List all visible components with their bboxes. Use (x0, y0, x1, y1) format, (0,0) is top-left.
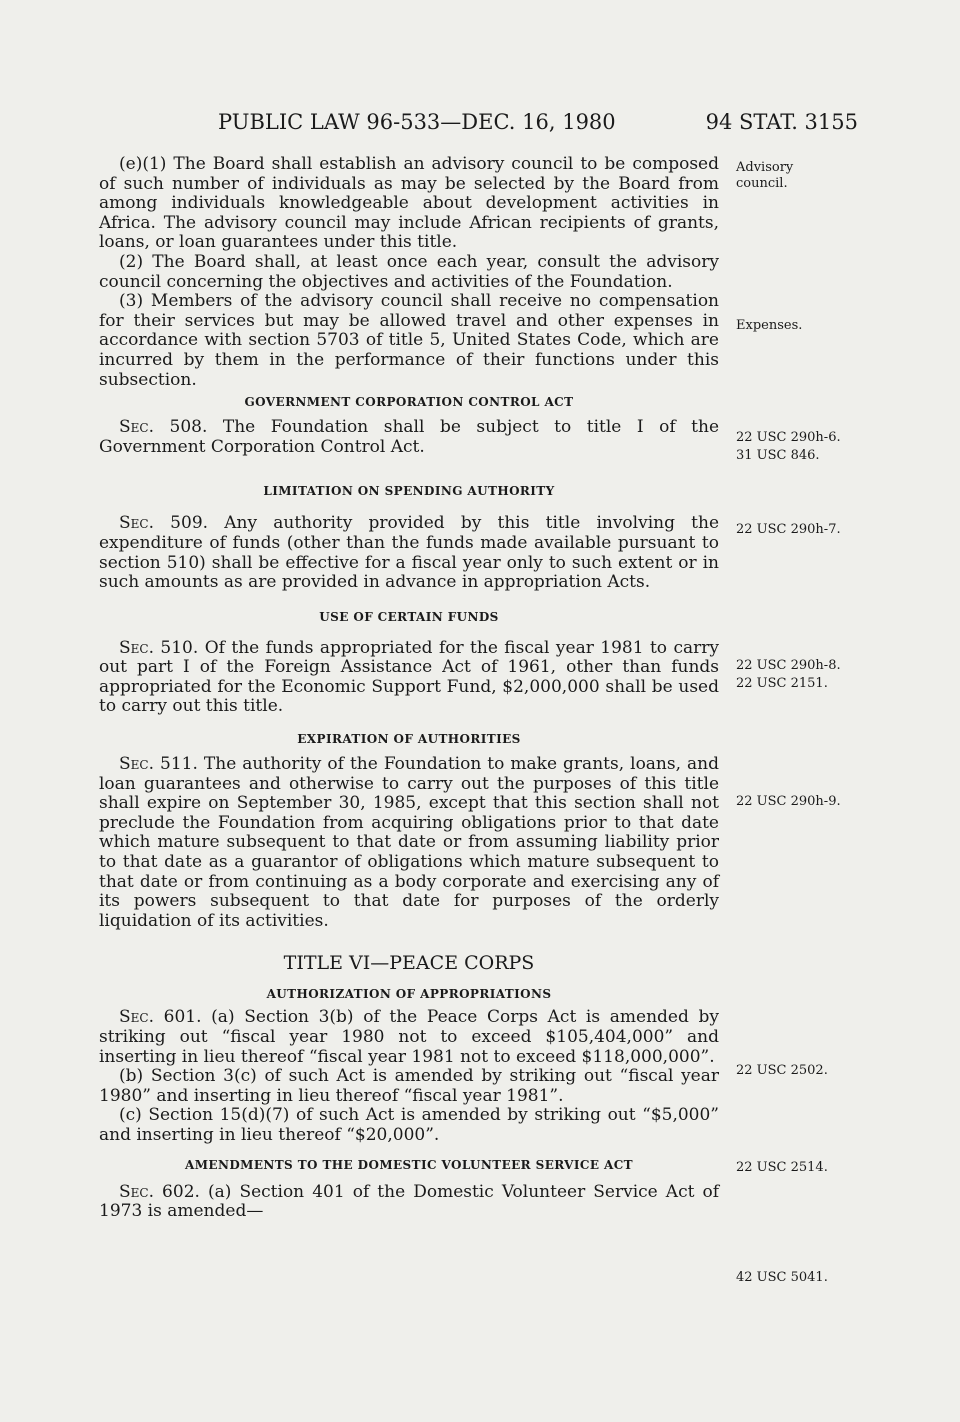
public-law-citation: PUBLIC LAW 96-533—DEC. 16, 1980 (218, 110, 616, 134)
margin-note-sec-509: 22 USC 290h-7. (736, 522, 841, 537)
margin-note-sec-601a: 22 USC 2502. (736, 1063, 828, 1078)
margin-council: council. (736, 176, 788, 191)
margin-note-expenses: Expenses. (736, 318, 803, 333)
section-510 (99, 639, 719, 717)
paragraph-e1: (e)(1) The Board shall establish an advisory council to be composed of such number of individuals as may be selected by the Board from among individuals knowledgeable about development activities in Africa. The advisory council may include African recipients of grants, loans, or loan guarantees under this title. (99, 154, 719, 253)
section-508-text: The Foundation shall be subject to title I of the Government Corporation Control Act. (99, 417, 720, 457)
section-509 (99, 514, 719, 592)
paragraph-e2: (2) The Board shall, at least once each year, consult the advisory council concerning the objectives and activities of the Foundation. (99, 251, 719, 292)
body-text (99, 155, 719, 1222)
section-601b: (b) Section 3(c) of such Act is amended by striking out “fiscal year 1980” and inserting in lieu thereof “fiscal year 1981”. (99, 1066, 719, 1106)
section-509-text: Any authority provided by this title involving the expenditure of funds (other than the funds made available pursuant to section 510) shall be effective for a fiscal year only to such extent or in such amounts as are provided in advance in appropriation Acts. (99, 513, 720, 593)
heading-sec-511: EXPIRATION OF AUTHORITIES (297, 732, 521, 747)
heading-sec-602: AMENDMENTS TO THE DOMESTIC VOLUNTEER SERVICE ACT (185, 1157, 633, 1172)
heading-sec-508: GOVERNMENT CORPORATION CONTROL ACT (244, 395, 574, 410)
margin-note-advisory-council (736, 160, 866, 192)
section-601a (99, 1008, 719, 1067)
margin-note-sec-510 (736, 658, 866, 692)
statute-page-number: 94 STAT. 3155 (705, 110, 858, 134)
margin-note-sec-511: 22 USC 290h-9. (736, 794, 841, 809)
section-602-label: Sec. 602. (119, 1181, 200, 1202)
page-header (218, 108, 858, 136)
section-509-label: Sec. 509. (119, 513, 209, 534)
title-vi-heading: TITLE VI—PEACE CORPS (283, 952, 535, 975)
section-601a-text: (a) Section 3(b) of the Peace Corps Act is amended by striking out “fiscal year 1980 not to exceed $105,404,000” and inserting in lieu thereof “fiscal year 1981 not to exceed $118,000,000”. (99, 1007, 719, 1067)
heading-sec-510: USE OF CERTAIN FUNDS (319, 609, 499, 624)
heading-sec-601: AUTHORIZATION OF APPROPRIATIONS (266, 987, 552, 1002)
section-511 (99, 755, 719, 931)
heading-sec-509: LIMITATION ON SPENDING AUTHORITY (263, 484, 555, 499)
margin-advisory: Advisory (736, 160, 794, 175)
section-602 (99, 1183, 719, 1222)
margin-22-usc-290h-6: 22 USC 290h-6. (736, 430, 841, 445)
section-602-text: (a) Section 401 of the Domestic Volunteer Service Act of 1973 is amended— (99, 1181, 720, 1222)
margin-22-usc-2151: 22 USC 2151. (736, 676, 828, 691)
section-508-label: Sec. 508. (119, 417, 208, 438)
margin-note-sec-601c: 22 USC 2514. (736, 1160, 828, 1175)
margin-note-sec-508 (736, 430, 866, 464)
paragraph-e3: (3) Members of the advisory council shall receive no compensation for their services but may be allowed travel and other expenses in accordance with section 5703 of title 5, United States Code, which are incurred by them in the performance of their functions under this subsection. (99, 291, 719, 390)
section-510-text: Of the funds appropriated for the fiscal year 1981 to carry out part I of the Foreign Assistance Act of 1961, other than funds appropriated for the Economic Support Fund, $2,000,000 shall be used to carry out this title. (99, 637, 719, 717)
section-601c: (c) Section 15(d)(7) of such Act is amended by striking out “$5,000” and inserting in lieu thereof “$20,000”. (99, 1105, 719, 1145)
section-511-text: The authority of the Foundation to make grants, loans, and loan guarantees and otherwise to carry out the purposes of this title shall expire on September 30, 1985, except that this section shall not preclude the Foundation from acquiring obligations prior to that date which mature subsequent to that date or from assuming liability prior to that date as a guarantor of obligations which mature subsequent to that date or from continuing as a body corporate and exercising any of its powers subsequent to that date for purposes of the orderly liquidation of its activities. (99, 754, 720, 931)
section-508 (99, 418, 719, 457)
section-511-label: Sec. 511. (119, 754, 198, 775)
margin-22-usc-290h-8: 22 USC 290h-8. (736, 658, 841, 673)
margin-31-usc-846: 31 USC 846. (736, 448, 820, 463)
section-601-label: Sec. 601. (119, 1007, 202, 1028)
margin-note-sec-602: 42 USC 5041. (736, 1270, 828, 1285)
section-510-label: Sec. 510. (119, 637, 199, 658)
